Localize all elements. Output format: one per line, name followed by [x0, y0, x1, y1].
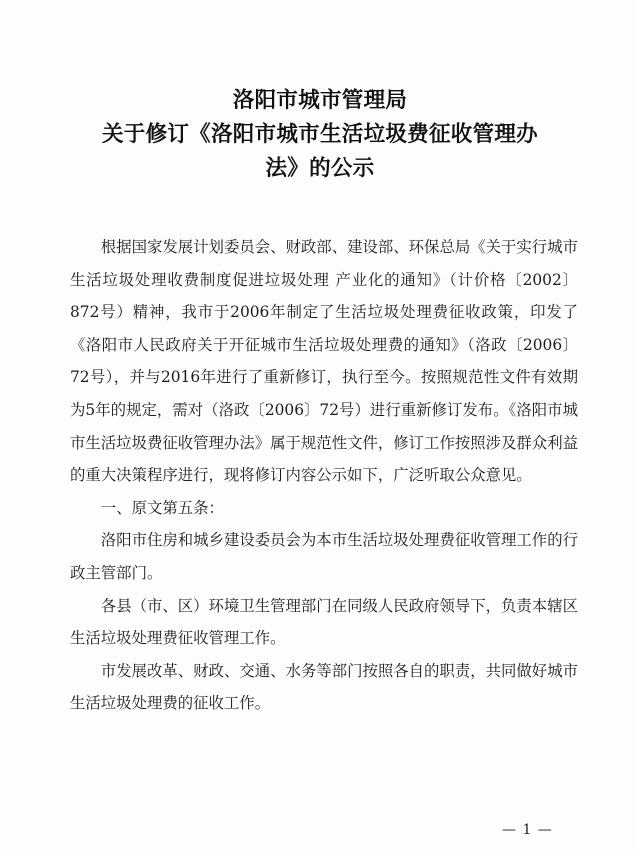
article-5-paragraph-2: 各县（市、区）环境卫生管理部门在同级人民政府领导下，负责本辖区生活垃圾处理费征收管理工作。	[70, 596, 578, 648]
page-number: — 1 —	[502, 822, 553, 838]
section-heading-article-5: 一、原文第五条：	[100, 498, 224, 517]
document-body	[70, 231, 578, 720]
title-line-1: 洛阳市城市管理局	[232, 88, 408, 113]
article-5-paragraph-3: 市发展改革、财政、交通、水务等部门按照各自的职责，共同做好城市生活垃圾处理费的征收工作。	[70, 661, 578, 713]
intro-paragraph: 根据国家发展计划委员会、财政部、建设部、环保总局《关于实行城市生活垃圾处理收费制度促进垃圾处理 产业化的通知》（计价格〔2002〕872号）精神，我市于2006年制定了生活垃圾处理费征收政策，印发了《洛阳市人民政府关于开征城市生活垃圾处理费的通知》（洛政〔2006〕72号），并与2016年进行了重新修订，执行至今。按照规范性文件有效期为5年的规定，需对（洛政〔2006〕72号）进行重新修订发布。《洛阳市城市生活垃圾费征收管理办法》属于规范性文件，修订工作按照涉及群众利益的重大决策程序进行，现将修订内容公示如下，广泛听取公众意见。	[70, 238, 578, 485]
title-line-2: 关于修订《洛阳市城市生活垃圾费征收管理办	[101, 122, 538, 147]
article-5-paragraph-1: 洛阳市住房和城乡建设委员会为本市生活垃圾处理费征收管理工作的行政主管部门。	[70, 531, 578, 582]
document-title	[40, 84, 600, 186]
title-line-3: 法》的公示	[265, 156, 375, 181]
